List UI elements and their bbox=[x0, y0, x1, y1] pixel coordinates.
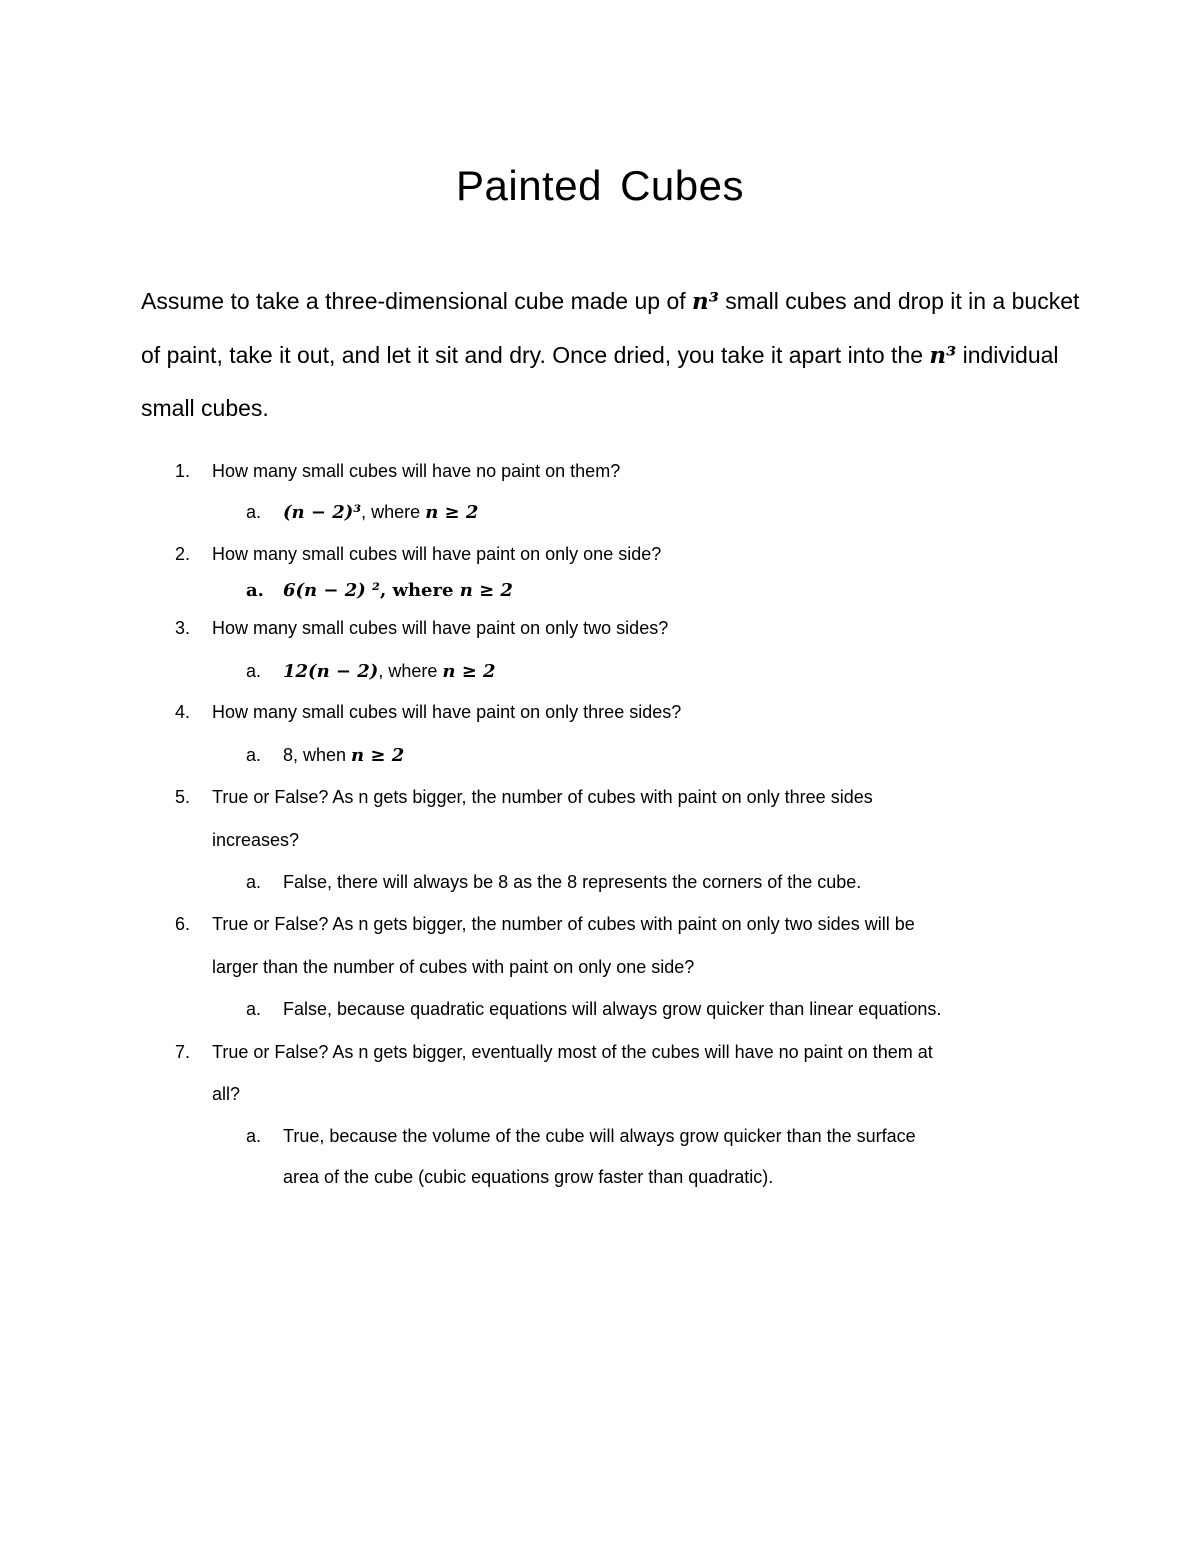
answer-math: 6(n − 2) ² bbox=[283, 580, 380, 601]
question-text-continued: larger than the number of cubes with paint on only one side? bbox=[212, 957, 695, 977]
question-text-continued: all? bbox=[212, 1084, 241, 1104]
answer-text: , where bbox=[379, 580, 460, 601]
intro-text-1: Assume to take a three-dimensional cube made up of bbox=[141, 288, 693, 314]
intro-math-2: n³ bbox=[929, 341, 957, 369]
question-text-continued: increases? bbox=[212, 830, 300, 850]
answer-letter: a. bbox=[246, 580, 264, 601]
question-number: 2. bbox=[175, 544, 191, 564]
answer-math: (n − 2)³ bbox=[283, 502, 362, 523]
answer-line bbox=[283, 659, 496, 684]
question-number: 4. bbox=[175, 702, 191, 722]
question-text: True or False? As n gets bigger, the number of cubes with paint on only three sides bbox=[212, 787, 873, 807]
answer-letter: a. bbox=[246, 999, 262, 1019]
page-title: Painted Cubes bbox=[455, 162, 745, 209]
answer-letter: a. bbox=[246, 745, 262, 765]
question-text: True or False? As n gets bigger, eventually most of the cubes will have no paint on them at bbox=[212, 1042, 933, 1062]
answer-condition: n ≥ 2 bbox=[425, 502, 479, 523]
question-number: 5. bbox=[175, 787, 191, 807]
answer-condition: n ≥ 2 bbox=[459, 580, 513, 601]
answer-text: False, because quadratic equations will always grow quicker than linear equations. bbox=[283, 999, 942, 1019]
answer-text: 8, when bbox=[283, 745, 352, 765]
answer-math: 12(n − 2) bbox=[283, 661, 379, 682]
answer-line bbox=[283, 743, 404, 768]
answer-text: False, there will always be 8 as the 8 represents the corners of the cube. bbox=[283, 872, 862, 892]
intro-paragraph bbox=[141, 275, 1081, 436]
answer-text: True, because the volume of the cube will always grow quicker than the surface bbox=[283, 1126, 916, 1146]
question-text: How many small cubes will have paint on only one side? bbox=[212, 544, 662, 564]
answer-text-continued: area of the cube (cubic equations grow faster than quadratic). bbox=[283, 1167, 774, 1187]
question-number: 7. bbox=[175, 1042, 191, 1062]
intro-text-2: small cubes and drop it in a bucket of paint, take it out, and let it sit and dry. Once dried, you take it apart into the bbox=[141, 288, 1080, 368]
answer-text: , where bbox=[361, 502, 426, 522]
question-text: True or False? As n gets bigger, the number of cubes with paint on only two sides will be bbox=[212, 914, 915, 934]
answer-line bbox=[283, 500, 478, 525]
question-number: 6. bbox=[175, 914, 191, 934]
answer-text: , where bbox=[378, 661, 443, 681]
question-text: How many small cubes will have paint on only two sides? bbox=[212, 618, 669, 638]
intro-math-1: n³ bbox=[692, 288, 719, 315]
question-text: How many small cubes will have no paint on them? bbox=[212, 461, 621, 481]
answer-condition: n ≥ 2 bbox=[351, 745, 405, 766]
question-text: How many small cubes will have paint on only three sides? bbox=[212, 702, 682, 722]
answer-letter: a. bbox=[246, 661, 262, 681]
question-number: 1. bbox=[175, 461, 191, 481]
question-number: 3. bbox=[175, 618, 191, 638]
answer-letter: a. bbox=[246, 872, 262, 892]
intro-text-3: individual small cubes. bbox=[141, 341, 1059, 421]
answer-line bbox=[283, 579, 513, 603]
answer-letter: a. bbox=[246, 1126, 262, 1146]
answer-letter: a. bbox=[246, 502, 262, 522]
answer-condition: n ≥ 2 bbox=[442, 661, 496, 682]
